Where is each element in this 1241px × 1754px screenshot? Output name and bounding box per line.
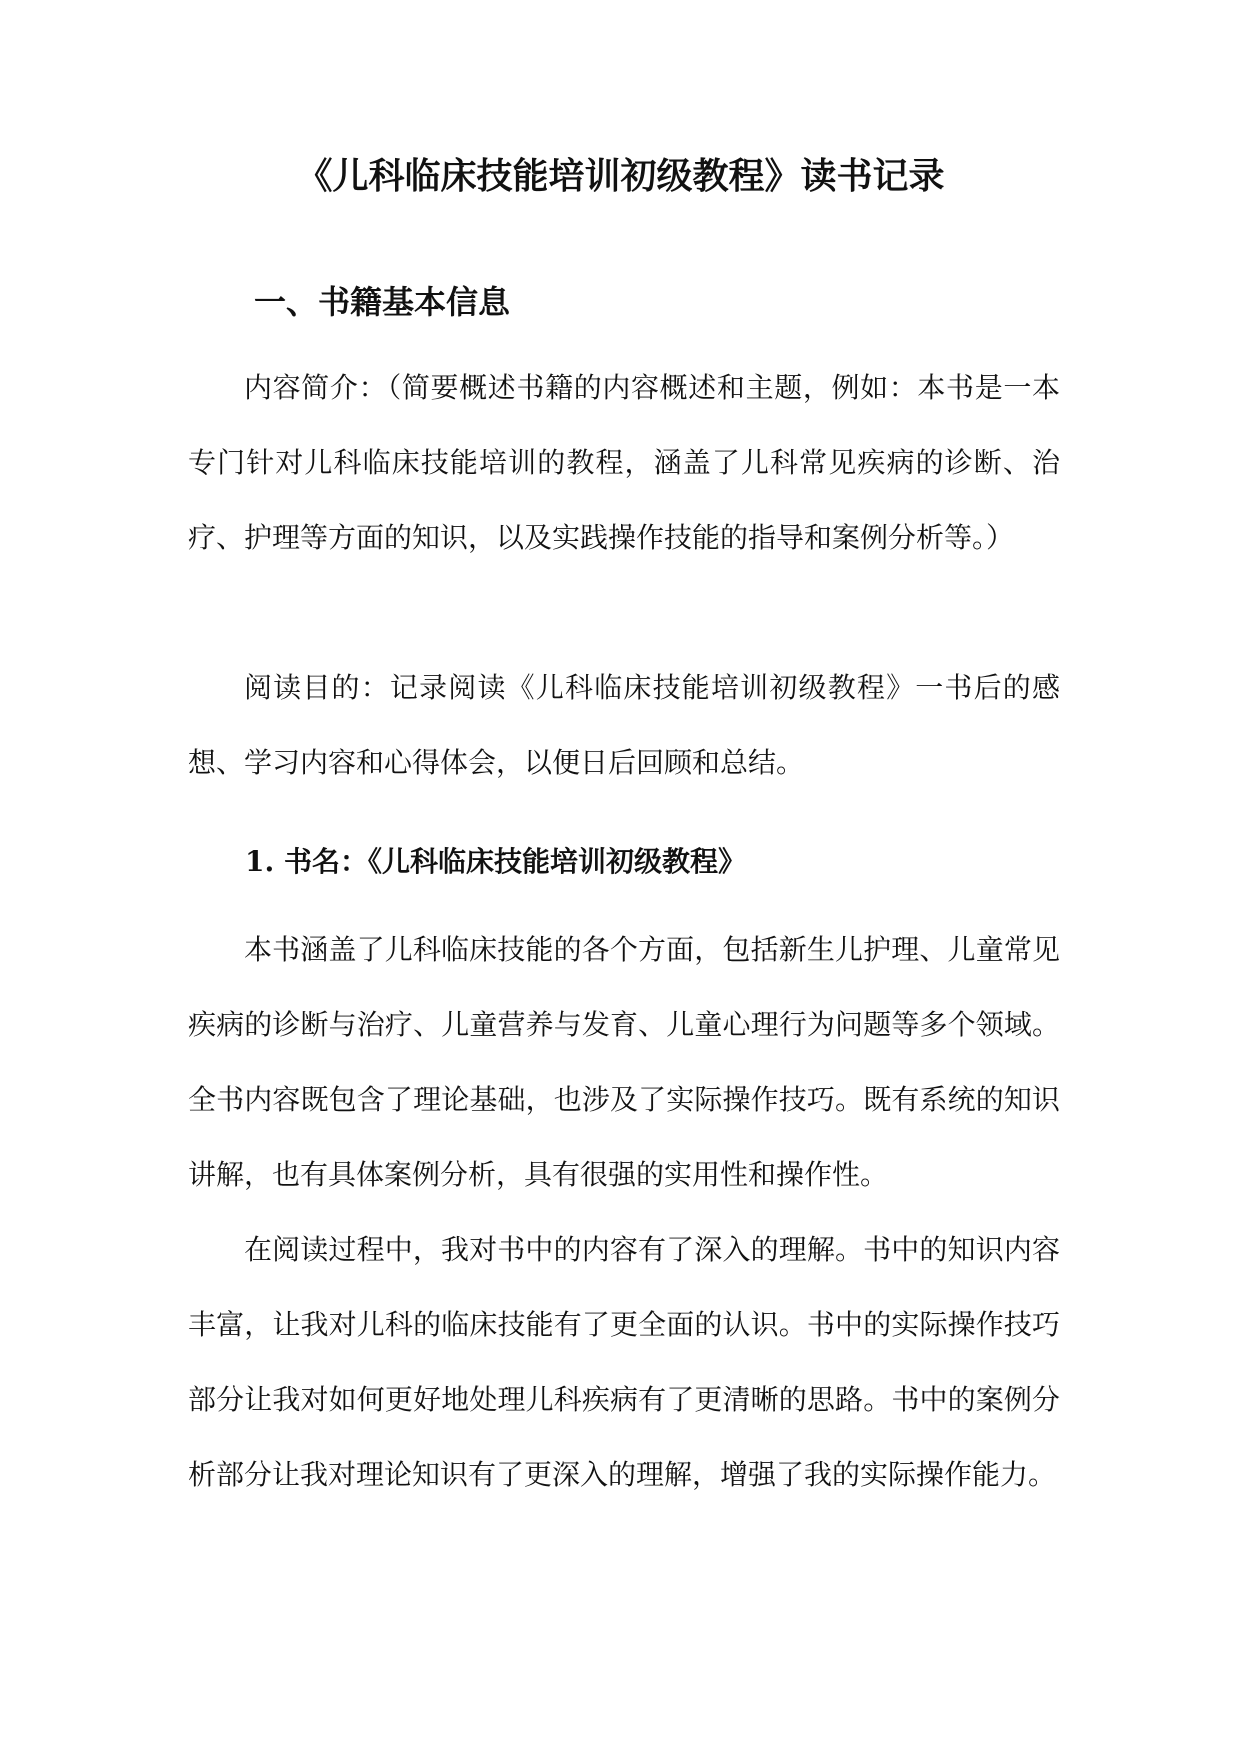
paragraph-content-summary: 内容简介：（简要概述书籍的内容概述和主题，例如：本书是一本专门针对儿科临床技能培训的教程，涵盖了儿科常见疾病的诊断、治疗、护理等方面的知识，以及实践操作技能的指导和案例分析等。） xyxy=(188,371,1060,554)
section-heading-basic-info: 一、书籍基本信息 xyxy=(254,283,511,321)
document-title: 《儿科临床技能培训初级教程》读书记录 xyxy=(296,155,945,197)
paragraph-book-scope: 本书涵盖了儿科临床技能的各个方面，包括新生儿护理、儿童常见疾病的诊断与治疗、儿童营养与发育、儿童心理行为问题等多个领域。全书内容既包含了理论基础，也涉及了实际操作技巧。既有系统的知识讲解，也有具体案例分析，具有很强的实用性和操作性。 xyxy=(188,933,1060,1191)
paragraph-reading-purpose: 阅读目的：记录阅读《儿科临床技能培训初级教程》一书后的感想、学习内容和心得体会，以便日后回顾和总结。 xyxy=(188,671,1060,779)
paragraph-reading-reflection: 在阅读过程中，我对书中的内容有了深入的理解。书中的知识内容丰富，让我对儿科的临床技能有了更全面的认识。书中的实际操作技巧部分让我对如何更好地处理儿科疾病有了更清晰的思路。书中的案例分析部分让我对理论知识有了更深入的理解，增强了我的实际操作能力。 xyxy=(188,1233,1060,1491)
subsection-heading-book-name: 1. 书名：《儿科临床技能培训初级教程》 xyxy=(245,845,746,878)
